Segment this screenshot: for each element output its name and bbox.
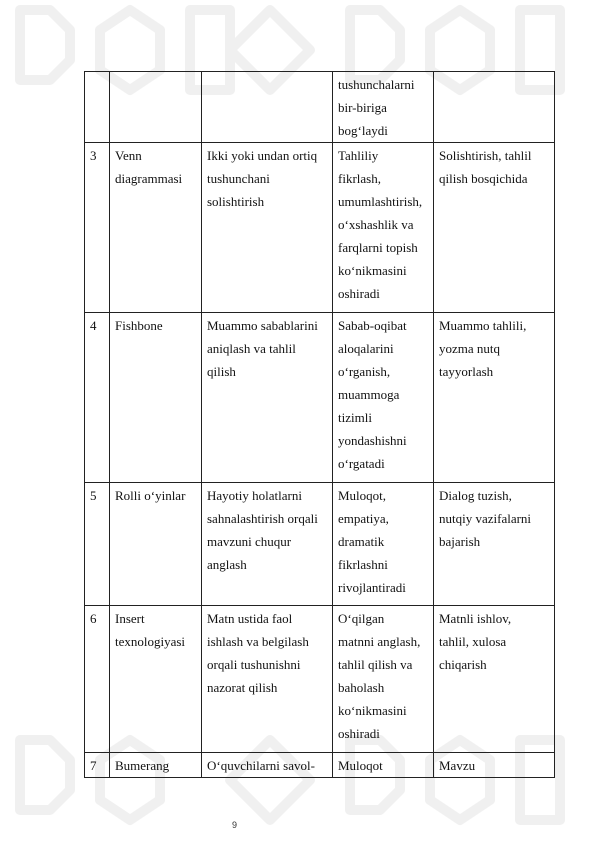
table-row (85, 483, 555, 606)
table-cell (434, 753, 555, 778)
table-cell (333, 313, 434, 483)
table-cell (202, 72, 333, 143)
table-cell (202, 606, 333, 753)
cell-text: Sabab-oqibat aloqalarini o‘rganish, muammoga tizimli yondashishni o‘rgatadi (338, 318, 407, 471)
cell-text: Rolli o‘yinlar (115, 488, 186, 503)
cell-text: Mavzu (439, 758, 476, 773)
cell-text: O‘qilgan matnni anglash, tahlil qilish va baholash ko‘nikmasini oshiradi (338, 611, 421, 741)
table-cell (202, 313, 333, 483)
cell-text: Insert texnologiyasi (115, 611, 186, 649)
cell-text: 4 (90, 318, 97, 333)
table-cell (333, 753, 434, 778)
table-cell (110, 483, 202, 606)
table-cell (333, 72, 434, 143)
cell-text: tushunchalarni bir-biriga bog‘laydi (338, 77, 415, 138)
table-cell (85, 143, 110, 313)
cell-text: Matnli ishlov, tahlil, xulosa chiqarish (439, 611, 512, 672)
page-number: 9 (232, 820, 238, 830)
table-cell (85, 483, 110, 606)
table-cell (333, 143, 434, 313)
table-cell (202, 483, 333, 606)
cell-text: 3 (90, 148, 97, 163)
cell-text: Bumerang (115, 758, 170, 773)
cell-text: Muloqot, empatiya, dramatik fikrlashni rivojlantiradi (338, 488, 406, 595)
cell-text: Muammo sabablarini aniqlash va tahlil qilish (207, 318, 318, 379)
table-cell (333, 483, 434, 606)
table-cell (85, 606, 110, 753)
cell-text: Muloqot (338, 758, 383, 773)
table-cell (110, 72, 202, 143)
cell-text: 6 (90, 611, 97, 626)
cell-text: Fishbone (115, 318, 163, 333)
table-row (85, 313, 555, 483)
table-cell (434, 143, 555, 313)
table-cell (333, 606, 434, 753)
cell-text: O‘quvchilarni savol- (207, 758, 315, 773)
table-row (85, 606, 555, 753)
cell-text: 7 (90, 758, 97, 773)
cell-text: 5 (90, 488, 97, 503)
cell-text: Ikki yoki undan ortiq tushunchani solishtirish (207, 148, 318, 209)
table-row (85, 72, 555, 143)
cell-text: Solishtirish, tahlil qilish bosqichida (439, 148, 532, 186)
cell-text: Tahliliy fikrlash, umumlashtirish, o‘xshashlik va farqlarni topish ko‘nikmasini oshiradi (338, 148, 423, 301)
table-cell (434, 72, 555, 143)
table-row (85, 753, 555, 778)
cell-text: Dialog tuzish, nutqiy vazifalarni bajarish (439, 488, 532, 549)
table-cell (110, 143, 202, 313)
table-row (85, 143, 555, 313)
table-cell (85, 313, 110, 483)
table-cell (110, 313, 202, 483)
table-cell (202, 143, 333, 313)
table-cell (110, 606, 202, 753)
table-cell (434, 313, 555, 483)
cell-text: Matn ustida faol ishlash va belgilash orqali tushunishni nazorat qilish (207, 611, 309, 695)
cell-text: Muammo tahlili, yozma nutq tayyorlash (439, 318, 527, 379)
table-cell (434, 483, 555, 606)
table-cell (110, 753, 202, 778)
methods-table (84, 71, 555, 778)
methods-table-body (85, 72, 555, 778)
cell-text: Hayotiy holatlarni sahnalashtirish orqali mavzuni chuqur anglash (207, 488, 318, 572)
table-cell (202, 753, 333, 778)
table-cell (434, 606, 555, 753)
table-cell (85, 753, 110, 778)
table-cell (85, 72, 110, 143)
cell-text: Venn diagrammasi (115, 148, 183, 186)
